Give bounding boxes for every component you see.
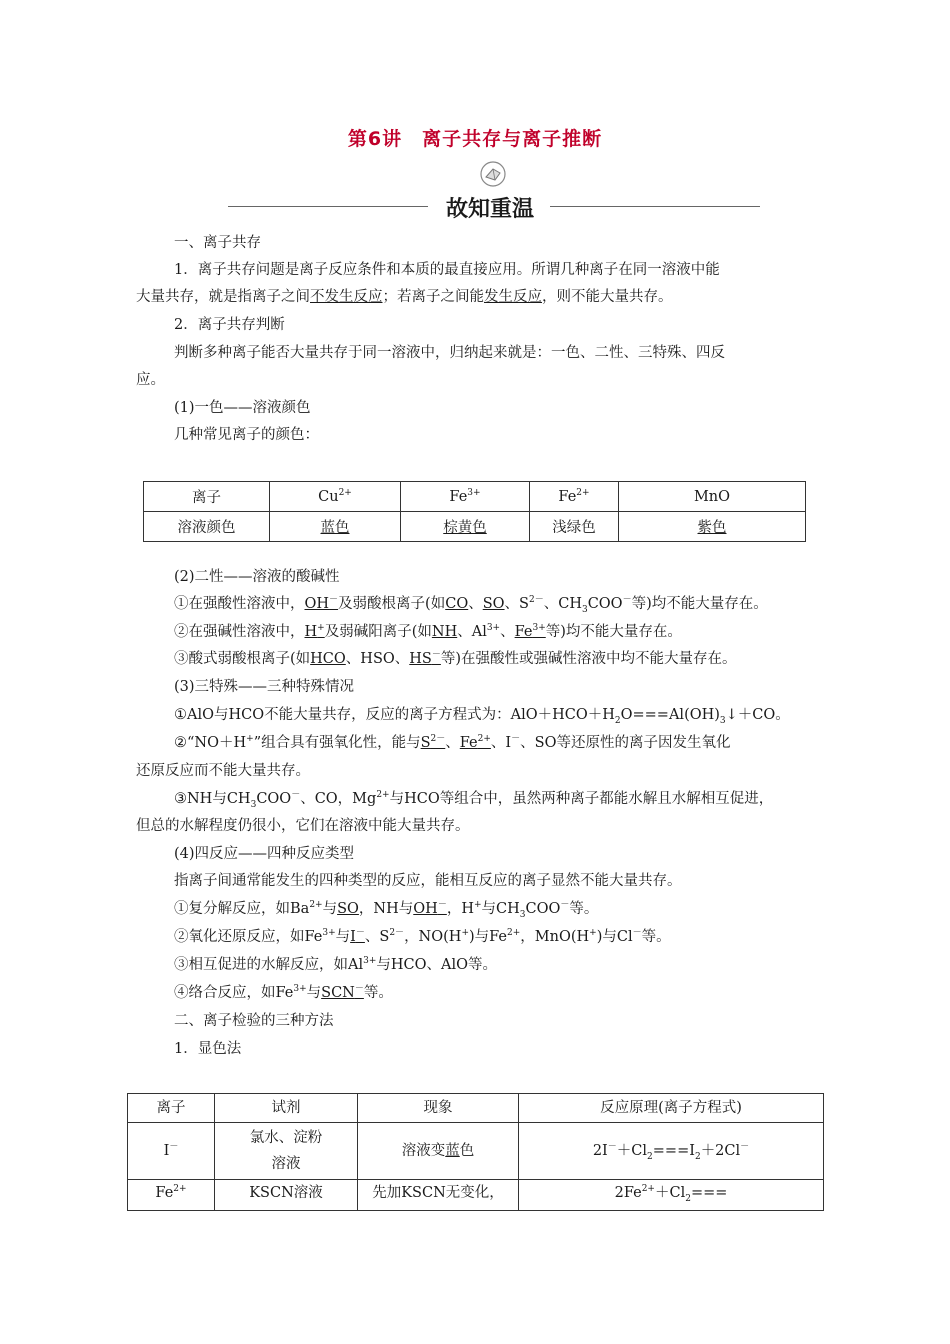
paragraph-1-line-1: 1．离子共存问题是离子反应条件和本质的最直接应用。所谓几种离子在同一溶液中能 xyxy=(174,262,720,278)
reaction-complexation: ④络合反应，如$Fe^{3+}$与SCN－等。 xyxy=(174,984,393,1001)
heading-one-color: (1)一色——溶液颜色 xyxy=(174,400,311,416)
ion-test-table xyxy=(127,1093,824,1211)
table-row: I－ 氯水、淀粉 溶液 溶液变蓝色 $2I^-+Cl_2===I_2+2Cl^-$ xyxy=(128,1123,824,1180)
heading-coexistence-judgment: 2．离子共存判断 xyxy=(174,317,285,333)
heading-color-method: 1．显色法 xyxy=(174,1041,242,1057)
paragraph-1-line-2: 大量共存，就是指离子之间不发生反应；若离子之间能发生反应，则不能大量共存。 xyxy=(136,289,673,305)
section-banner xyxy=(228,192,760,222)
strong-base-line: ②在强碱性溶液中，H+及弱碱阳离子(如NH、$Al^{3+}$、$Fe^{3+}$等)均不能大量存在。 xyxy=(174,623,682,640)
heading-two-properties: (2)二性——溶液的酸碱性 xyxy=(174,569,340,585)
reactions-intro: 指离子间通常能发生的四种类型的反应，能相互反应的离子显然不能大量共存。 xyxy=(174,873,682,889)
acid-salt-line: ③酸式弱酸根离子(如HCO、HSO、HS－等)在强酸性或强碱性溶液中均不能大量存在。 xyxy=(174,650,737,667)
special-2-line-2: 还原反应而不能大量共存。 xyxy=(136,763,310,779)
heading-ion-tests: 二、离子检验的三种方法 xyxy=(174,1013,334,1029)
table-row: 溶液颜色 蓝色 棕黄色 浅绿色 紫色 xyxy=(144,512,806,542)
paragraph-2-line-1: 判断多种离子能否大量共存于同一溶液中，归纳起来就是：一色、二性、三特殊、四反 xyxy=(174,345,725,361)
special-3-line-2: 但总的水解程度仍很小，它们在溶液中能大量共存。 xyxy=(136,818,470,834)
special-1-line: ①AlO与HCO不能大量共存，反应的离子方程式为：$AlO+HCO+H_2O===Al(OH)_3↓+CO$。 xyxy=(174,707,790,726)
ion-color-table xyxy=(143,481,806,542)
section-banner-title: 故知重温 xyxy=(445,197,534,222)
paragraph-2-line-2: 应。 xyxy=(136,372,165,388)
reaction-metathesis: ①复分解反应，如$Ba^{2+}$与SO，NH与OH－，H+与$CH_3COO^-$等。 xyxy=(174,900,599,920)
strong-acid-line: ①在强酸性溶液中，OH－及弱酸根离子(如CO、SO、$S^{2-}$、$CH_3COO^-$等)均不能大量存在。 xyxy=(174,595,768,615)
book-emblem-icon xyxy=(477,160,509,188)
heading-ion-coexistence: 一、离子共存 xyxy=(174,235,261,251)
paragraph-ion-colors: 几种常见离子的颜色： xyxy=(174,427,319,443)
reaction-redox: ②氧化还原反应，如$Fe^{3+}$与I－、$S^{2-}$，NO(H+)与$Fe^{2+}$，MnO(H+)与Cl－等。 xyxy=(174,928,671,945)
special-3-line-1: ③NH与$CH_3COO^-$、CO，$Mg^{2+}$与HCO等组合中，虽然两种离子都能水解且水解相互促进， xyxy=(174,790,774,810)
table-row: 离子 试剂 现象 反应原理(离子方程式) xyxy=(128,1094,824,1123)
banner-rule-left xyxy=(228,206,428,207)
heading-four-reactions: (4)四反应——四种反应类型 xyxy=(174,846,355,862)
heading-three-special: (3)三特殊——三种特殊情况 xyxy=(174,679,355,695)
special-2-line-1: ②“NO＋H+”组合具有强氧化性，能与$S^{2-}$、$Fe^{2+}$、I－、SO等还原性的离子因发生氧化 xyxy=(174,734,731,751)
banner-rule-right xyxy=(550,206,760,207)
reaction-hydrolysis: ③相互促进的水解反应，如$Al^{3+}$与HCO、AlO等。 xyxy=(174,956,498,973)
page-title: 第6讲 离子共存与离子推断 xyxy=(347,128,603,150)
table-row: 离子 $Cu^{2+}$ $Fe^{3+}$ $Fe^{2+}$ MnO xyxy=(144,482,806,512)
table-row: $Fe^{2+}$ KSCN溶液 先加KSCN无变化， $2Fe^{2+}+Cl_2===$ xyxy=(128,1180,824,1211)
